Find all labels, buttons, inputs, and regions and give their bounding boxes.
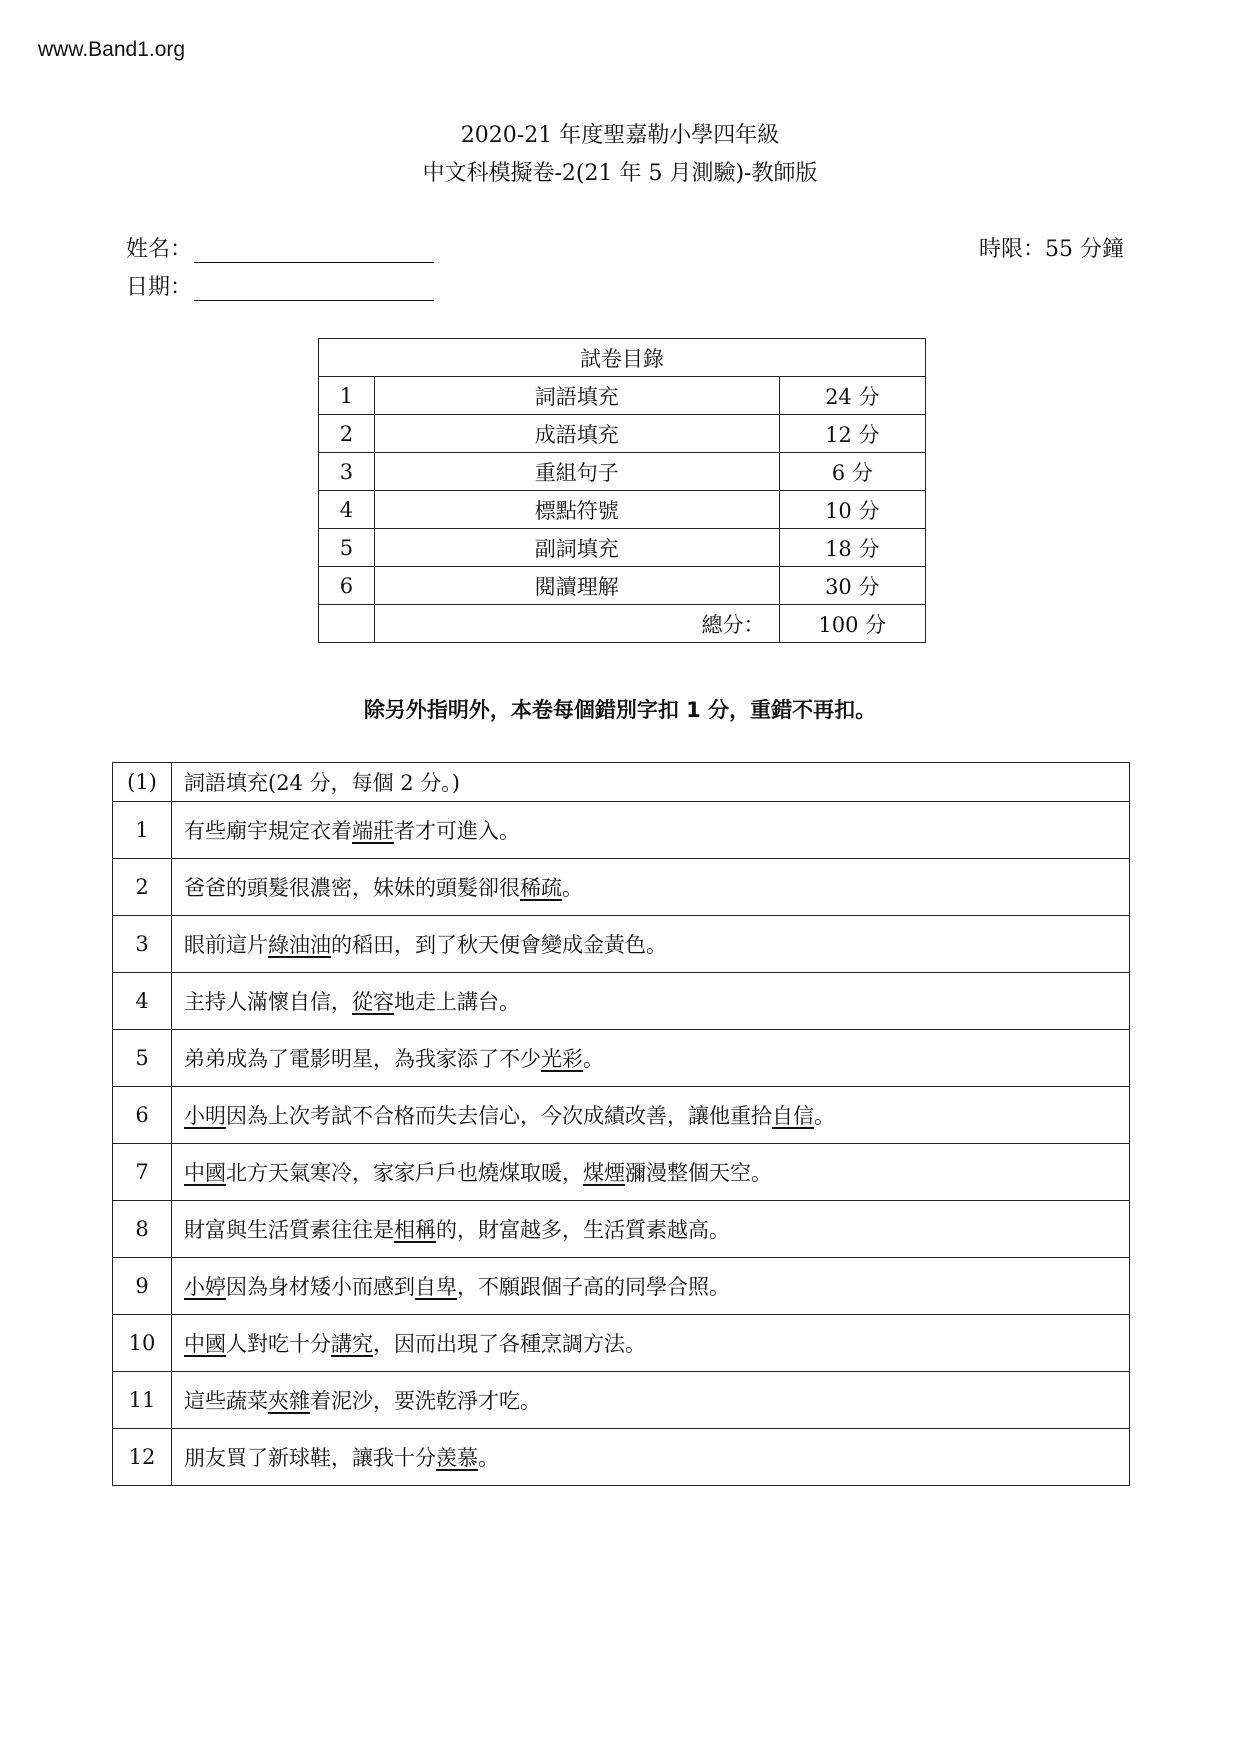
question-number: 11: [113, 1372, 172, 1429]
contents-row-marks: 24 分: [779, 377, 925, 415]
date-blank-line: [194, 276, 434, 301]
question-number: 1: [113, 802, 172, 859]
contents-row: [319, 377, 926, 415]
date-label: 日期：: [126, 275, 193, 300]
question-row: [113, 1144, 1130, 1201]
question-text-part: 者才可進入。: [394, 819, 520, 843]
question-text: [172, 973, 1130, 1030]
time-limit: 時限：55 分鐘: [979, 237, 1124, 262]
question-text: [172, 1030, 1130, 1087]
contents-row-section: 重組句子: [374, 453, 779, 491]
contents-row-marks: 10 分: [779, 491, 925, 529]
contents-row-section: 成語填充: [374, 415, 779, 453]
question-text-part: 眼前這片: [184, 933, 268, 957]
contents-row-marks: 18 分: [779, 529, 925, 567]
question-text-part: ，不願跟個子高的同學合照。: [457, 1275, 730, 1299]
answer-word: 光彩: [541, 1047, 583, 1071]
question-row: [113, 1087, 1130, 1144]
question-row: [113, 1315, 1130, 1372]
question-row: [113, 1030, 1130, 1087]
question-text-part: 人對吃十分: [226, 1332, 331, 1356]
contents-row-section: 閱讀理解: [374, 567, 779, 605]
question-text: [172, 916, 1130, 973]
name-field: [126, 232, 434, 263]
section-title: 詞語填充(24 分，每個 2 分。): [172, 763, 1130, 802]
section1-header-row: [113, 763, 1130, 802]
answer-word: 小明: [184, 1104, 226, 1128]
question-row: [113, 916, 1130, 973]
contents-row-number: 5: [319, 529, 375, 567]
question-number: 5: [113, 1030, 172, 1087]
contents-row: [319, 567, 926, 605]
question-text: [172, 1201, 1130, 1258]
contents-row: [319, 415, 926, 453]
question-number: 3: [113, 916, 172, 973]
question-text-part: ，因而出現了各種烹調方法。: [373, 1332, 646, 1356]
question-text-part: 爸爸的頭髮很濃密，妹妹的頭髮卻很: [184, 876, 520, 900]
question-number: 12: [113, 1429, 172, 1486]
question-text: [172, 1315, 1130, 1372]
site-watermark: www.Band1.org: [38, 38, 186, 61]
question-text-part: 主持人滿懷自信，: [184, 990, 352, 1014]
contents-row-number: 6: [319, 567, 375, 605]
question-text-part: 因為身材矮小而感到: [226, 1275, 415, 1299]
contents-row-marks: 30 分: [779, 567, 925, 605]
contents-row: [319, 453, 926, 491]
deduction-notice: 除另外指明外，本卷每個錯別字扣 1 分，重錯不再扣。: [363, 698, 877, 722]
question-text: [172, 859, 1130, 916]
question-row: [113, 802, 1130, 859]
contents-row-section: 詞語填充: [374, 377, 779, 415]
contents-row-marks: 12 分: [779, 415, 925, 453]
question-number: 4: [113, 973, 172, 1030]
question-number: 10: [113, 1315, 172, 1372]
question-text-part: 弟弟成為了電影明星，為我家添了不少: [184, 1047, 541, 1071]
answer-word: 中國: [184, 1332, 226, 1356]
question-text-part: 北方天氣寒冷，家家戶戶也燒煤取暖，: [226, 1161, 583, 1185]
question-row: [113, 1429, 1130, 1486]
page-subtitle: 中文科模擬卷-2(21 年 5 月測驗)-教師版: [422, 161, 818, 186]
question-text-part: 有些廟宇規定衣着: [184, 819, 352, 843]
question-text-part: 朋友買了新球鞋，讓我十分: [184, 1446, 436, 1470]
question-text: [172, 1372, 1130, 1429]
question-number: 2: [113, 859, 172, 916]
question-text: [172, 1429, 1130, 1486]
question-text-part: 。: [814, 1104, 835, 1128]
question-text: [172, 1144, 1130, 1201]
contents-total-marks: 100 分: [779, 605, 925, 643]
contents-row-number: 4: [319, 491, 375, 529]
contents-title: 試卷目錄: [319, 339, 926, 377]
question-row: [113, 1372, 1130, 1429]
question-number: 6: [113, 1087, 172, 1144]
answer-word: 中國: [184, 1161, 226, 1185]
contents-row-number: 2: [319, 415, 375, 453]
page-title: 2020-21 年度聖嘉勒小學四年級: [460, 123, 780, 148]
section-number: (1): [113, 763, 172, 802]
question-row: [113, 1201, 1130, 1258]
question-text: [172, 1258, 1130, 1315]
question-row: [113, 1258, 1130, 1315]
question-number: 8: [113, 1201, 172, 1258]
question-text-part: 。: [478, 1446, 499, 1470]
question-text-part: 地走上講台。: [394, 990, 520, 1014]
contents-total-row: [319, 605, 926, 643]
answer-word: 小婷: [184, 1275, 226, 1299]
question-text-part: 因為上次考試不合格而失去信心，今次成績改善，讓他重拾: [226, 1104, 772, 1128]
name-label: 姓名：: [126, 237, 193, 262]
question-text-part: 着泥沙，要洗乾淨才吃。: [310, 1389, 541, 1413]
question-text: [172, 1087, 1130, 1144]
answer-word: 自卑: [415, 1275, 457, 1299]
contents-row-number: 3: [319, 453, 375, 491]
contents-row: [319, 529, 926, 567]
answer-word: 端莊: [352, 819, 394, 843]
answer-word: 羡慕: [436, 1446, 478, 1470]
contents-table: [318, 338, 926, 643]
answer-word: 相稱: [394, 1218, 436, 1242]
question-number: 7: [113, 1144, 172, 1201]
contents-row-marks: 6 分: [779, 453, 925, 491]
contents-total-label: 總分：: [374, 605, 779, 643]
contents-title-row: [319, 339, 926, 377]
question-text-part: 。: [562, 876, 583, 900]
question-text-part: 財富與生活質素往往是: [184, 1218, 394, 1242]
question-text-part: 的，財富越多，生活質素越高。: [436, 1218, 730, 1242]
contents-row-section: 標點符號: [374, 491, 779, 529]
question-text: [172, 802, 1130, 859]
question-text-part: 這些蔬菜: [184, 1389, 268, 1413]
answer-word: 自信: [772, 1104, 814, 1128]
answer-word: 稀疏: [520, 876, 562, 900]
name-blank-line: [194, 238, 434, 263]
answer-word: 夾雜: [268, 1389, 310, 1413]
section1-table: [112, 762, 1130, 1486]
question-row: [113, 859, 1130, 916]
contents-row-section: 副詞填充: [374, 529, 779, 567]
question-number: 9: [113, 1258, 172, 1315]
contents-total-empty: [319, 605, 375, 643]
question-row: [113, 973, 1130, 1030]
answer-word: 煤煙: [583, 1161, 625, 1185]
answer-word: 綠油油: [268, 933, 331, 957]
contents-row: [319, 491, 926, 529]
question-text-part: 。: [583, 1047, 604, 1071]
contents-row-number: 1: [319, 377, 375, 415]
date-field: [126, 270, 434, 301]
question-text-part: 瀰漫整個天空。: [625, 1161, 772, 1185]
answer-word: 從容: [352, 990, 394, 1014]
answer-word: 講究: [331, 1332, 373, 1356]
question-text-part: 的稻田，到了秋天便會變成金黃色。: [331, 933, 667, 957]
